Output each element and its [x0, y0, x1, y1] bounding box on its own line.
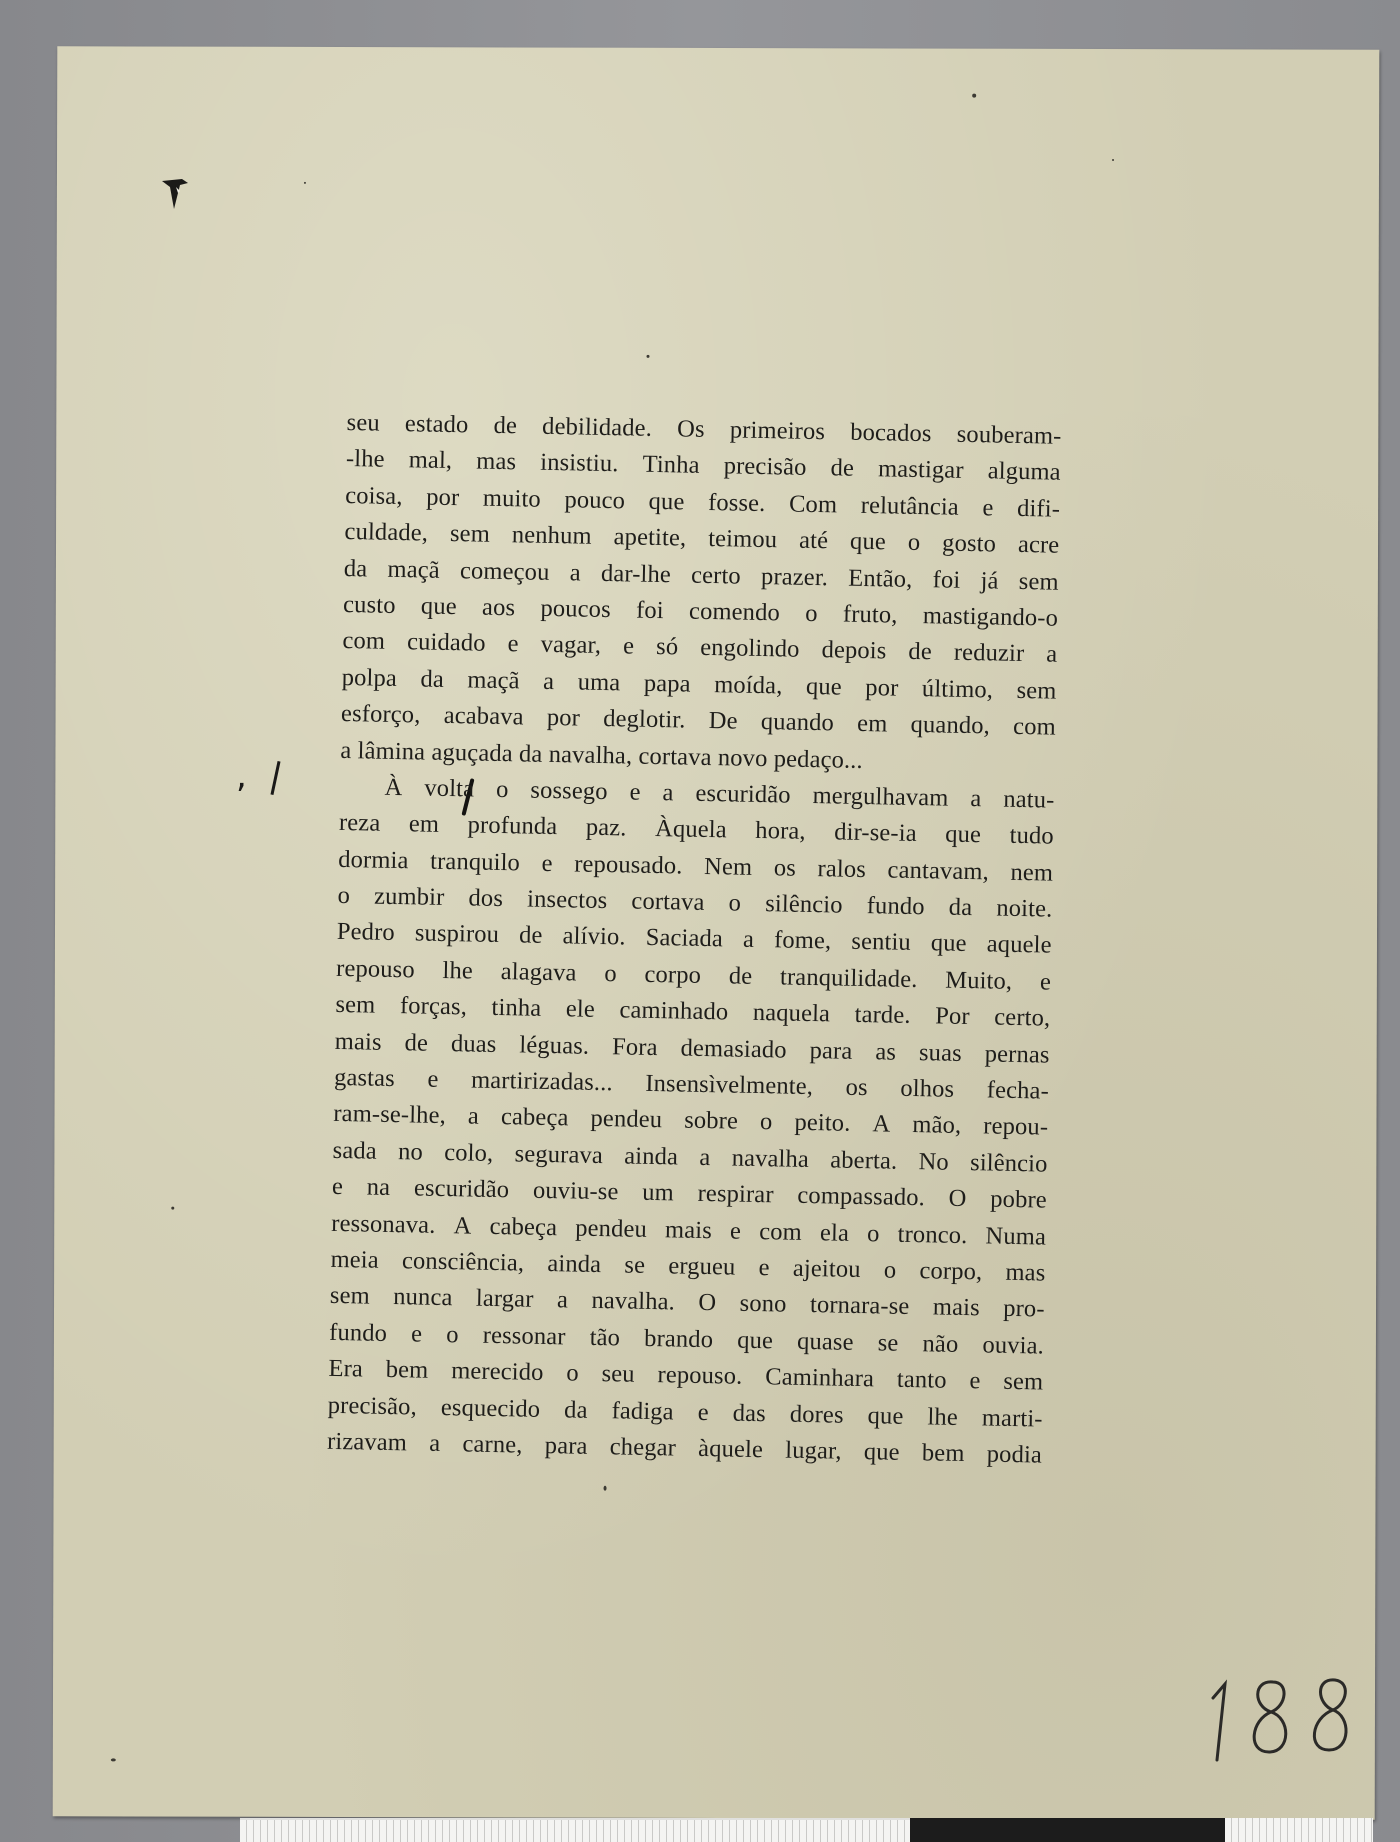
word: que [930, 929, 967, 958]
word: martirizadas... [470, 1066, 614, 1097]
word: o [337, 881, 351, 910]
word: largar [475, 1285, 534, 1314]
word: ajeitou [792, 1254, 861, 1284]
word: alguma [987, 457, 1061, 487]
word: dar-lhe [600, 559, 672, 588]
word: a [542, 667, 555, 695]
word: papa [643, 669, 691, 698]
word: cuidado [406, 628, 486, 658]
word: o [883, 1256, 897, 1284]
word: sentiu [851, 928, 912, 957]
word: fome, [773, 926, 832, 955]
word: mal, [408, 446, 453, 475]
word: lhe [927, 1402, 959, 1431]
word: seu [346, 408, 381, 437]
word: comendo [688, 597, 781, 627]
word: mergulhavam [812, 781, 949, 812]
word: respirar [697, 1180, 774, 1209]
word: no [397, 1137, 424, 1166]
word: coisa, [345, 481, 403, 510]
word: sem [1018, 567, 1059, 596]
word: pendeu [575, 1214, 648, 1243]
paper-speck [111, 1758, 116, 1761]
word: nenhum [511, 521, 592, 550]
body-text [327, 405, 1062, 1474]
word: ouviu-se [532, 1176, 619, 1206]
word: acre [1017, 531, 1060, 559]
ruler-light-segment [240, 1818, 910, 1842]
word: merecido [450, 1357, 544, 1387]
margin-comma: , [236, 756, 247, 796]
word: suas [918, 1038, 963, 1067]
word: o [759, 1108, 773, 1136]
word: custo [342, 590, 396, 619]
word: reza [338, 809, 381, 838]
word: esforço, [340, 700, 421, 729]
word: relutância [860, 491, 960, 521]
word: o [566, 1359, 580, 1387]
word: profunda [467, 811, 558, 841]
word: a [742, 926, 755, 954]
word: quase [796, 1327, 854, 1356]
word: brando [643, 1324, 714, 1353]
word: maçã [387, 555, 441, 584]
word: da [948, 893, 973, 922]
word: cabeça [500, 1103, 569, 1132]
word: o [866, 1219, 880, 1247]
word: maçã [467, 666, 520, 695]
word: nem [1010, 858, 1054, 887]
word: ainda [623, 1142, 679, 1171]
word: souberam- [956, 420, 1062, 450]
word: À [384, 773, 403, 802]
word: demasiado [680, 1034, 787, 1064]
word: navalha [731, 1144, 810, 1173]
ruler-dark-segment [910, 1818, 1225, 1842]
word: e [507, 630, 519, 658]
word: volta [424, 774, 475, 803]
word: foi [932, 565, 961, 594]
word: bocados [849, 418, 932, 448]
ruler-light-segment [1225, 1818, 1373, 1842]
word: pendeu [590, 1105, 663, 1134]
word: marti- [981, 1403, 1043, 1433]
word: sem [335, 991, 376, 1019]
word: ainda [547, 1249, 602, 1279]
word: culdade, [344, 518, 429, 547]
paper-speck [972, 94, 976, 98]
word: o [495, 775, 509, 804]
word: seu [601, 1360, 635, 1388]
word: não [922, 1329, 959, 1358]
word: a [970, 784, 982, 813]
word: pouco [564, 485, 626, 515]
word: certo, [994, 1003, 1051, 1032]
word: Numa [985, 1222, 1047, 1251]
word: de [830, 454, 855, 483]
word: já [980, 566, 999, 595]
word: mais [664, 1215, 713, 1244]
word: lhe [442, 956, 474, 985]
word: fosse. [707, 488, 766, 517]
paper-speck [171, 1207, 174, 1210]
word: a [556, 1286, 569, 1314]
word: a [467, 1102, 480, 1131]
word: mão, [912, 1111, 962, 1140]
word: o [604, 959, 618, 988]
word: os [845, 1073, 869, 1102]
word: paz. [585, 813, 627, 842]
word: rizavam [326, 1427, 408, 1457]
word: silêncio [969, 1148, 1048, 1178]
word: chegar [609, 1433, 677, 1462]
word: insectos [526, 885, 608, 915]
word: cantavam, [887, 856, 990, 886]
word: e [982, 494, 994, 522]
word: sobre [683, 1107, 739, 1136]
word: repouso [335, 954, 416, 984]
word: silêncio [764, 890, 843, 919]
word: por [425, 483, 460, 511]
word: ralos [817, 854, 867, 883]
word: da [563, 1395, 588, 1424]
word: vagar, [540, 631, 602, 660]
word: tranquilidade. [779, 963, 918, 993]
word: corpo [644, 960, 702, 989]
word: acabava [443, 702, 524, 731]
word: se [877, 1329, 899, 1357]
word: A [453, 1211, 472, 1240]
word: a [429, 1429, 441, 1457]
word: das [732, 1399, 767, 1427]
word: Tinha [642, 451, 700, 480]
word: dir-se-ia [834, 818, 917, 848]
word: Com [788, 490, 838, 519]
word: naquela [752, 999, 831, 1028]
word: podia [986, 1440, 1043, 1469]
word: De [708, 707, 738, 735]
word: mastigar [877, 455, 964, 485]
word: debilidade. [541, 412, 653, 442]
word: que [648, 487, 685, 516]
word: mais [334, 1027, 382, 1056]
word: estado [404, 410, 469, 439]
word: precisão, [327, 1391, 418, 1421]
word: sossego [530, 776, 608, 805]
word: tarde. [854, 1001, 911, 1030]
word: tinha [491, 994, 542, 1023]
word: escuridão [413, 1174, 510, 1204]
word: a [569, 558, 582, 587]
word: Os [676, 415, 705, 443]
word: lugar, [785, 1436, 842, 1465]
word: por [865, 673, 899, 702]
word: e [969, 1367, 981, 1395]
word: Nem [703, 852, 753, 881]
word: apetite, [613, 523, 687, 552]
word: tão [589, 1323, 621, 1352]
word: consciência, [401, 1247, 525, 1277]
word: moída, [713, 670, 783, 700]
word: quando, [910, 711, 991, 740]
word: deglotir. [602, 705, 686, 734]
word: corpo, [919, 1257, 983, 1286]
word: e [427, 1065, 439, 1093]
word: insistiu. [539, 449, 619, 478]
word: escuridão [695, 779, 791, 809]
word: e [331, 1173, 344, 1201]
word: se [624, 1251, 646, 1279]
word: Insensìvelmente, [645, 1069, 814, 1101]
word: gastas [333, 1063, 396, 1093]
word: fruto, [842, 600, 898, 629]
word: que [867, 1401, 904, 1430]
word: engolindo [700, 634, 800, 664]
paper-speck [304, 182, 306, 184]
word: ele [565, 995, 596, 1024]
word: navalha. [591, 1287, 676, 1316]
word: ergueu [668, 1252, 736, 1281]
word: de [404, 1028, 429, 1057]
word: e [541, 849, 553, 877]
word: sem [329, 1282, 371, 1310]
word: A [872, 1110, 891, 1138]
word: só [655, 633, 679, 661]
word: aos [481, 593, 516, 622]
word: quando [760, 708, 835, 737]
word: sem [1016, 676, 1057, 705]
word: ressonar [482, 1321, 566, 1351]
word: o [446, 1320, 459, 1349]
word: e [629, 778, 641, 806]
paper-speck [1112, 159, 1114, 161]
paper-speck [647, 355, 650, 358]
word: na [366, 1173, 391, 1202]
word: aberta. [830, 1146, 898, 1175]
word: certo [690, 561, 742, 590]
word: fadiga [611, 1396, 674, 1426]
word: carne, [462, 1430, 523, 1459]
word: Fora [611, 1032, 658, 1061]
word: mas [1005, 1258, 1046, 1287]
word: repousado. [573, 850, 683, 880]
word: de [908, 638, 933, 666]
word: começou [459, 556, 550, 586]
word: muito [482, 484, 542, 513]
word: ela [819, 1218, 850, 1247]
word: ouvia. [982, 1331, 1045, 1360]
word: ressonava. [331, 1209, 436, 1239]
word: dormia [338, 845, 409, 874]
word: léguas. [519, 1031, 590, 1060]
word: bem [385, 1356, 429, 1384]
word: cortava [631, 887, 705, 917]
word: tornara-se [809, 1291, 910, 1321]
word: e [410, 1320, 423, 1348]
handwritten-page-number [1195, 1660, 1375, 1770]
word: tanto [896, 1365, 947, 1394]
word: meia [330, 1245, 380, 1274]
word: foi [635, 596, 665, 625]
word: a [662, 779, 674, 807]
word: Por [934, 1002, 970, 1031]
word: suspirou [414, 919, 500, 949]
word: uma [577, 668, 621, 697]
word: hora, [755, 817, 806, 846]
word: colo, [444, 1138, 494, 1167]
word: zumbir [373, 882, 445, 912]
word: e [1039, 968, 1052, 996]
word: e [697, 1398, 710, 1426]
word: mastigando-o [922, 602, 1059, 632]
word: tudo [1009, 822, 1055, 850]
word: com [1012, 712, 1057, 741]
word: sono [739, 1290, 787, 1318]
word: compassado. [797, 1181, 926, 1212]
word: O [698, 1289, 717, 1317]
word: Era [328, 1354, 364, 1383]
word: bem [921, 1439, 965, 1467]
word: reduzir [953, 639, 1025, 668]
word: teimou [707, 525, 778, 554]
word: alagava [500, 957, 577, 987]
word: e [622, 632, 635, 660]
corner-punch-mark [160, 175, 190, 215]
word: dores [789, 1400, 844, 1429]
word: tronco. [897, 1220, 968, 1249]
word: -lhe [345, 445, 385, 474]
word: àquele [697, 1434, 764, 1464]
word: as [875, 1037, 897, 1066]
word: para [809, 1036, 853, 1065]
word: Pedro [336, 918, 396, 947]
word: Àquela [654, 815, 728, 844]
word: e [729, 1217, 742, 1245]
word: fundo [866, 892, 925, 921]
word: pro- [1002, 1295, 1045, 1323]
word: ram-se-lhe, [333, 1100, 447, 1130]
word: com [758, 1217, 803, 1246]
word: o [728, 889, 742, 917]
word: até [798, 526, 829, 555]
word: prazer. [760, 562, 829, 591]
word: peito. [794, 1109, 851, 1138]
word: esquecido [440, 1393, 541, 1423]
word: o [804, 599, 818, 628]
word: Caminhara [765, 1363, 875, 1393]
word: Muito, [945, 966, 1013, 995]
word: precisão [723, 452, 807, 482]
word: que [945, 820, 982, 849]
scale-ruler [240, 1818, 1373, 1842]
word: de [493, 411, 518, 440]
text-line: a lâmina aguçada da navalha, cortava novo pedaço... [340, 736, 864, 774]
word: da [343, 554, 368, 582]
word: repou- [983, 1112, 1049, 1142]
margin-mark [236, 756, 277, 796]
word: Saciada [645, 924, 724, 953]
word: que [736, 1326, 774, 1355]
word: segurava [514, 1140, 604, 1169]
word: aquele [986, 930, 1052, 960]
word: pobre [990, 1185, 1048, 1214]
word: repouso. [657, 1361, 743, 1390]
word: os [773, 853, 797, 882]
word: em [408, 810, 440, 839]
word: fecha- [986, 1076, 1050, 1105]
word: por [546, 704, 581, 732]
word: depois [821, 636, 887, 665]
word: a [1046, 640, 1058, 669]
word: cabeça [489, 1212, 558, 1241]
word: que [805, 672, 843, 701]
word: para [544, 1431, 588, 1460]
word: noite. [996, 894, 1053, 923]
word: e [758, 1254, 770, 1282]
word: dos [468, 884, 504, 913]
word: que [849, 527, 887, 556]
word: polpa [341, 663, 398, 692]
word: de [728, 962, 753, 990]
word: de [518, 921, 543, 950]
word: pernas [984, 1040, 1050, 1069]
word: que [863, 1438, 900, 1466]
word: O [948, 1184, 967, 1213]
word: natu- [1003, 785, 1055, 814]
word: difi- [1016, 494, 1061, 523]
word: em [856, 709, 888, 738]
word: fundo [328, 1318, 388, 1347]
word: o [907, 528, 921, 557]
word: com [342, 627, 386, 656]
word: sada [332, 1136, 378, 1165]
word: poucos [540, 594, 612, 624]
word: sem [1003, 1367, 1044, 1396]
word: forças, [399, 992, 468, 1021]
word: primeiros [729, 416, 826, 446]
word: olhos [900, 1074, 955, 1103]
word: gosto [941, 529, 997, 558]
paper-speck [604, 1486, 607, 1491]
word: último, [921, 674, 994, 704]
word: que [420, 592, 458, 621]
word: No [918, 1147, 950, 1176]
word: mas [476, 447, 517, 476]
word: um [642, 1179, 675, 1207]
word: tranquilo [429, 847, 521, 877]
word: sem [449, 520, 491, 548]
word: a [699, 1143, 711, 1171]
word: nunca [393, 1283, 453, 1312]
word: mais [932, 1293, 981, 1322]
word: da [420, 665, 445, 693]
word: Então, [848, 564, 913, 593]
word: alívio. [562, 922, 626, 951]
word: duas [450, 1029, 497, 1058]
word: caminhado [619, 996, 729, 1026]
